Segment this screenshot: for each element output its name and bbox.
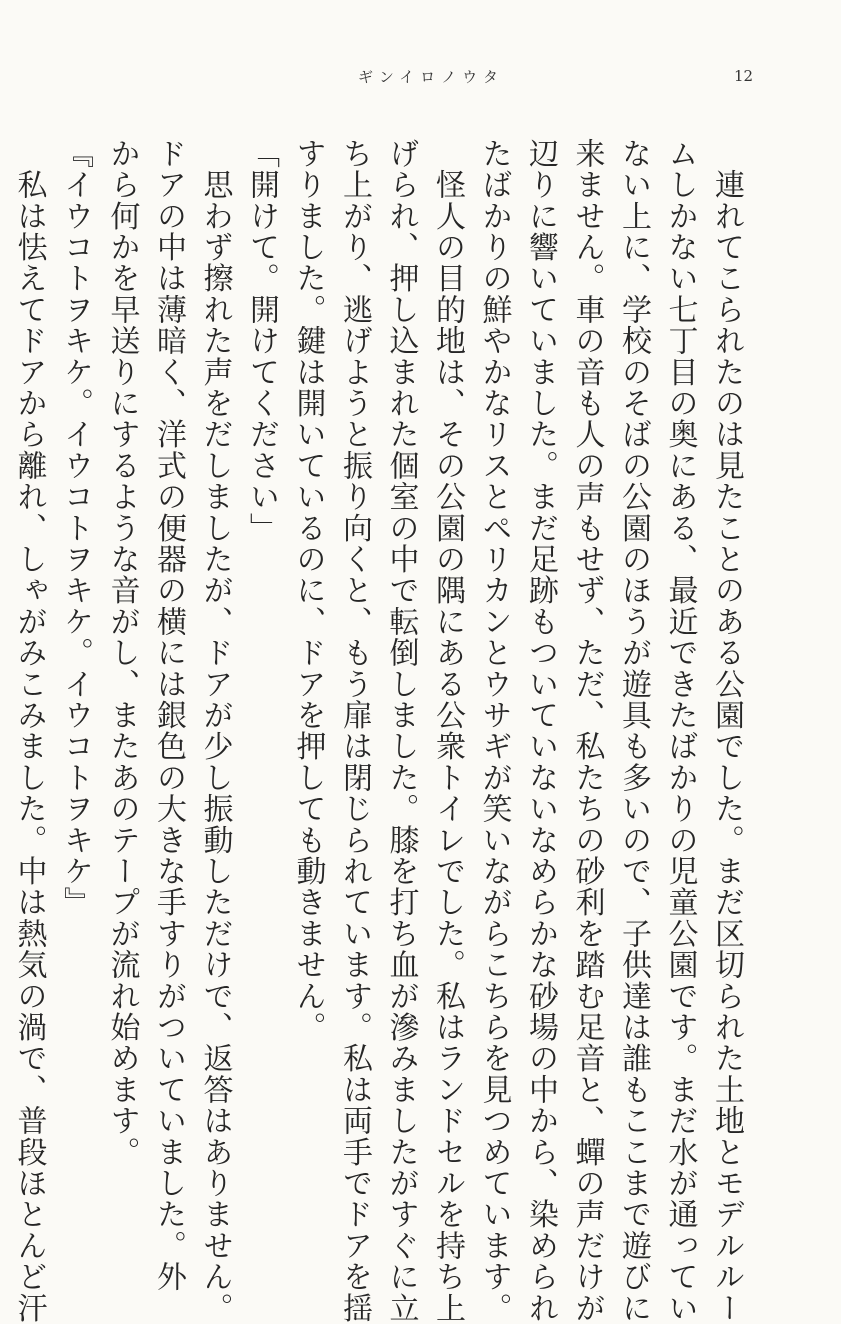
text-line: 私は怯えてドアから離れ、しゃがみこみました。中は熱気の渦で、普段ほとんど汗 [11, 138, 47, 1324]
text-line: ムしかない七丁目の奥にある、最近できたばかりの児童公園です。まだ水が通ってい [662, 138, 698, 1324]
text-line: ち上がり、逃げようと振り向くと、もう扉は閉じられています。私は両手でドアを揺 [337, 138, 372, 1324]
text-line: ない上に、学校のそばの公園のほうが遊具も多いので、子供達は誰もここまで遊びに [616, 138, 651, 1324]
text-line: げられ、押し込まれた個室の中で転倒しました。膝を打ち血が滲みましたがすぐに立 [383, 138, 419, 1324]
text-line: すりました。鍵は開いているのに、ドアを押しても動きません。 [290, 138, 326, 1043]
text-line: 『イウコトヲキケ。イウコトヲキケ。イウコトヲキケ』 [58, 138, 93, 918]
text-line: 辺りに響いていました。まだ足跡もついていないなめらかな砂場の中から、染められ [523, 138, 558, 1324]
text-line: 「開けて。開けてください」 [244, 138, 279, 544]
text-line: から何かを早送りにするような音がし、またあのテープが流れ始めます。 [104, 138, 140, 1168]
text-line: 来ません。車の音も人の声もせず、ただ、私たちの砂利を踏む足音と、蟬の声だけが [569, 138, 605, 1324]
running-header-title: ギンイロノウタ [358, 68, 504, 86]
text-line: 思わず擦れた声をだしましたが、ドアが少し振動しただけで、返答はありません。 [197, 138, 233, 1324]
page-number: 12 [734, 67, 754, 85]
text-line: たばかりの鮮やかなリスとペリカンとウサギが笑いながらこちらを見つめています。 [476, 138, 512, 1324]
text-line: 怪人の目的地は、その公園の隅にある公衆トイレでした。私はランドセルを持ち上 [430, 138, 465, 1324]
vertical-body-text [11, 138, 749, 1324]
text-line: 連れてこられたのは見たことのある公園でした。まだ区切られた土地とモデルルー [709, 138, 744, 1324]
text-line: ドアの中は薄暗く、洋式の便器の横には銀色の大きな手すりがついていました。外 [151, 138, 186, 1293]
